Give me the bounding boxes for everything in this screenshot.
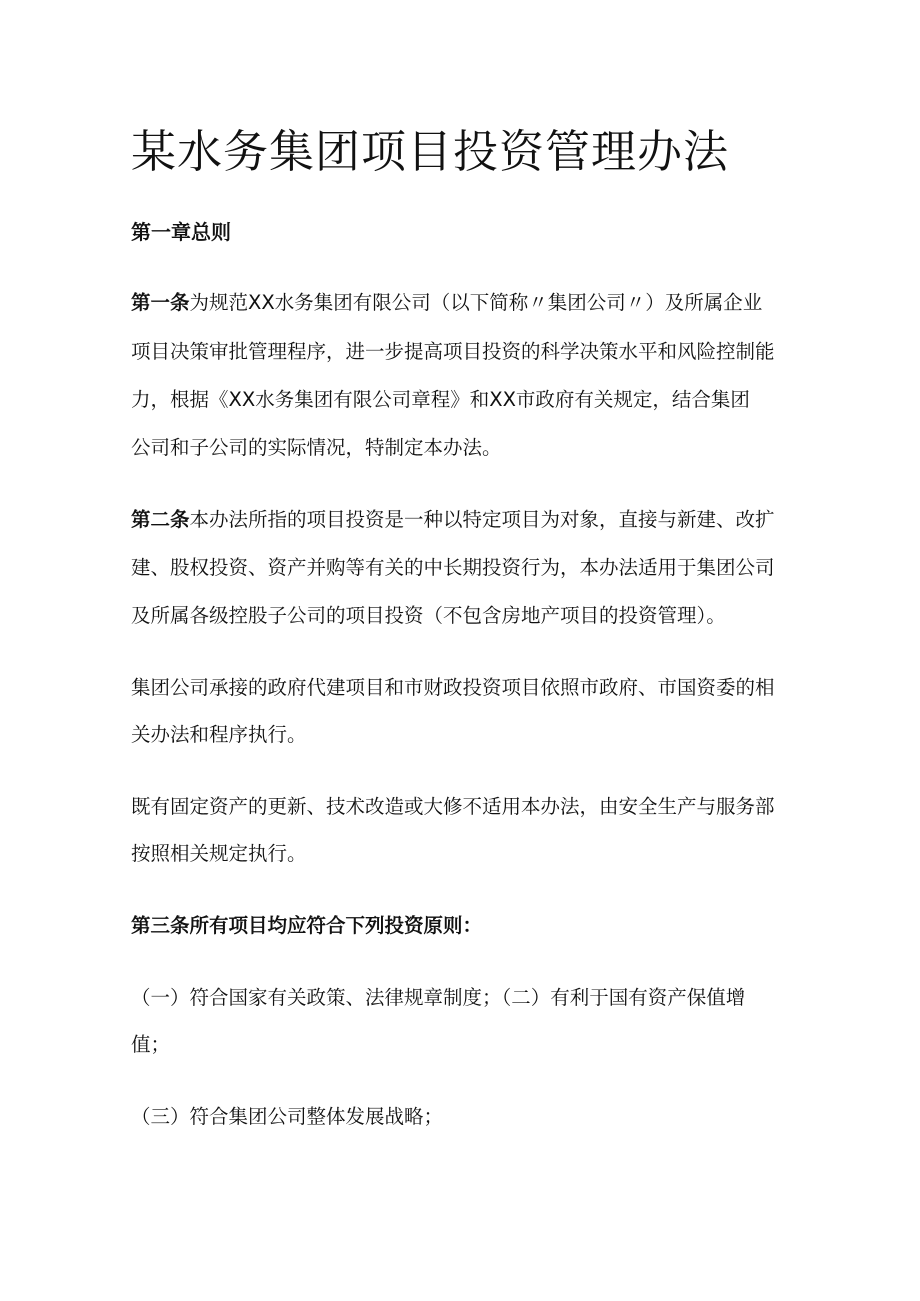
article-3-heading: 第三条所有项目均应符合下列投资原则： <box>131 914 483 937</box>
document-title: 某水务集团项目投资管理办法 <box>131 125 730 178</box>
article-1-line-3: 力，根据《XX水务集团有限公司章程》和XX市政府有关规定，结合集团 <box>131 388 750 411</box>
principle-3-line: （三）符合集团公司整体发展战略； <box>131 1105 444 1128</box>
article-1-line-2: 项目决策审批管理程序，进一步提高项目投资的科学决策水平和风险控制能 <box>131 340 775 363</box>
article-2-line-3: 及所属各级控股子公司的项目投资（不包含房地产项目的投资管理）。 <box>131 604 726 627</box>
article-1-label: 第一条 <box>131 291 190 314</box>
article-2-line-2: 建、股权投资、资产并购等有关的中长期投资行为，本办法适用于集团公司 <box>131 556 775 579</box>
principles-line-1: （一）符合国家有关政策、法律规章制度；（二）有利于国有资产保值增 <box>131 986 746 1009</box>
article-1-text: 为规范XX水务集团有限公司（以下简称〃集团公司〃）及所属企业 <box>189 291 763 314</box>
article-1-line-4: 公司和子公司的实际情况，特制定本办法。 <box>131 436 502 459</box>
chapter-heading: 第一章总则 <box>131 220 231 244</box>
paragraph-4-line-1: 既有固定资产的更新、技术改造或大修不适用本办法，由安全生产与服务部 <box>131 795 775 818</box>
paragraph-4-line-2: 按照相关规定执行。 <box>131 842 307 865</box>
principles-line-2: 值； <box>131 1033 171 1056</box>
article-2-text: 本办法所指的项目投资是一种以特定项目为对象，直接与新建、改扩 <box>189 508 775 531</box>
paragraph-3-line-1: 集团公司承接的政府代建项目和市财政投资项目依照市政府、市国资委的相 <box>131 676 775 699</box>
article-2-label: 第二条 <box>131 508 190 531</box>
article-2-line-1 <box>131 506 775 534</box>
article-1-line-1 <box>131 289 762 317</box>
paragraph-3-line-2: 关办法和程序执行。 <box>131 723 307 746</box>
